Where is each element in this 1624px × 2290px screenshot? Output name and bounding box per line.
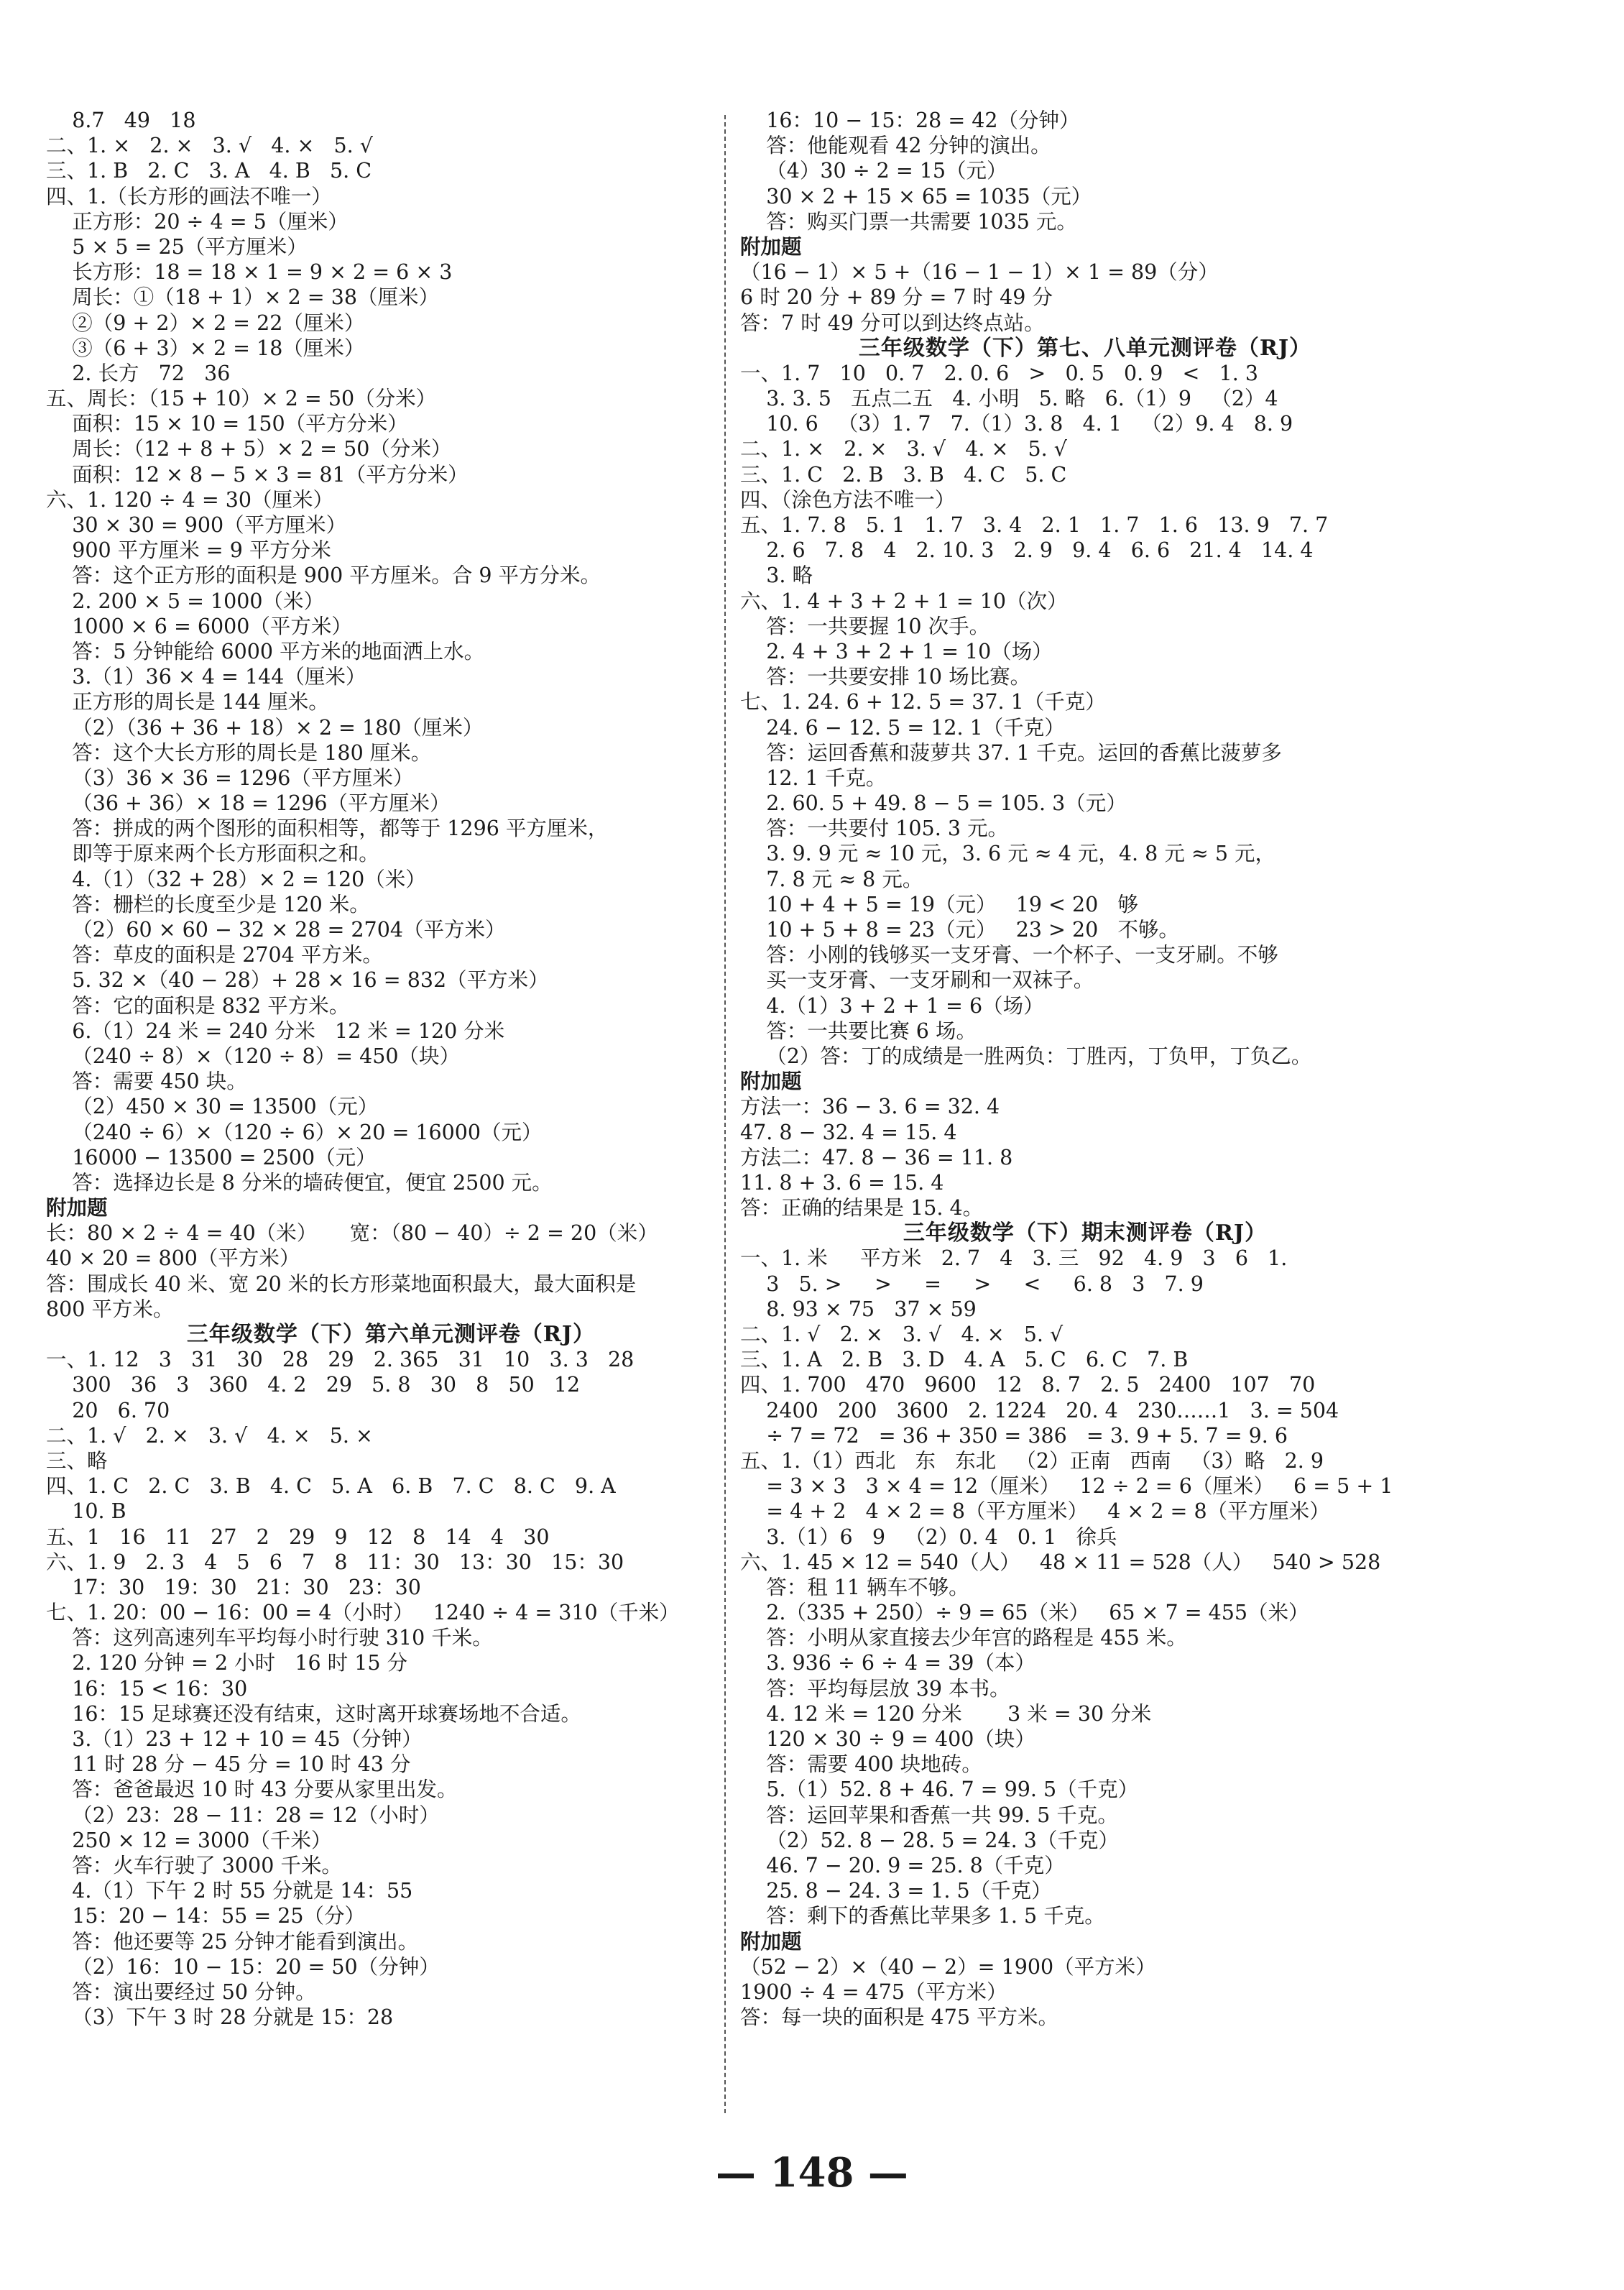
answer-line: 周长：（12 + 8 + 5）× 2 = 50（分米）: [46, 437, 452, 461]
answer-line: 3.（1）36 × 4 = 144（厘米）: [46, 665, 366, 689]
answer-line: 10 + 5 + 8 = 23（元） 23 > 20 不够。: [740, 918, 1179, 942]
answer-line: 3. 3. 5 五点二五 4. 小明 5. 略 6.（1）9 （2）4: [740, 387, 1278, 411]
answer-line: 47. 8 − 32. 4 = 15. 4: [740, 1120, 957, 1144]
answer-line: 16：10 − 15：28 = 42（分钟）: [740, 109, 1080, 132]
answer-line: 三、1. A 2. B 3. D 4. A 5. C 6. C 7. B: [740, 1348, 1189, 1372]
answer-line: 一、1. 米 平方米 2. 7 4 3. 三 92 4. 9 3 6 1.: [740, 1246, 1288, 1271]
answer-line: （2）答：丁的成绩是一胜两负：丁胜丙，丁负甲，丁负乙。: [740, 1044, 1312, 1068]
answer-line: 买一支牙膏、一支牙刷和一双袜子。: [740, 968, 1094, 993]
answer-line: 五、1.（1）西北 东 东北 （2）正南 西南 （3）略 2. 9: [740, 1448, 1324, 1473]
answer-line: 答：5 分钟能给 6000 平方米的地面洒上水。: [46, 639, 485, 663]
answer-line: 四、（涂色方法不唯一）: [740, 487, 956, 512]
answer-line: （3）36 × 36 = 1296（平方厘米）: [46, 765, 414, 790]
answer-line: 250 × 12 = 3000（千米）: [46, 1828, 332, 1852]
answer-line: 周长：①（18 + 1）× 2 = 38（厘米）: [46, 285, 439, 310]
answer-line: 三、1. C 2. B 3. B 4. C 5. C: [740, 462, 1067, 487]
answer-line: （4）30 ÷ 2 = 15（元）: [740, 159, 1007, 183]
answer-line: 2. 200 × 5 = 1000（米）: [46, 589, 325, 613]
answer-line: 方法一：36 − 3. 6 = 32. 4: [740, 1095, 1000, 1119]
answer-line: 四、1. 700 470 9600 12 8. 7 2. 5 2400 107 70: [740, 1373, 1316, 1397]
answer-line: 1900 ÷ 4 = 475（平方米）: [740, 1979, 1007, 2004]
answer-line: 面积：15 × 10 = 150（平方分米）: [46, 412, 408, 436]
answer-line: 三、1. B 2. C 3. A 4. B 5. C: [46, 159, 372, 183]
answer-line: 17：30 19：30 21：30 23：30: [46, 1575, 421, 1599]
answer-line: 答：这个大长方形的周长是 180 厘米。: [46, 740, 432, 765]
answer-line: 即等于原来两个长方形面积之和。: [46, 842, 379, 866]
bonus-heading: 附加题: [740, 1069, 802, 1094]
answer-line: 5. 32 ×（40 − 28）+ 28 × 16 = 832（平方米）: [46, 968, 549, 993]
answer-line: 长：80 × 2 ÷ 4 = 40（米） 宽：（80 − 40）÷ 2 = 20（米）: [46, 1221, 658, 1246]
answer-line: 六、1. 120 ÷ 4 = 30（厘米）: [46, 487, 334, 512]
answer-line: 答：需要 400 块地砖。: [740, 1752, 982, 1777]
answer-line: 一、1. 12 3 31 30 28 29 2. 365 31 10 3. 3 28: [46, 1348, 635, 1372]
answer-line: 16：15 < 16：30: [46, 1676, 248, 1701]
answer-line: 12. 1 千克。: [740, 765, 887, 790]
answer-line: （2）52. 8 − 28. 5 = 24. 3（千克）: [740, 1828, 1119, 1852]
answer-line: 答：小明从家直接去少年宫的路程是 455 米。: [740, 1626, 1187, 1650]
answer-line: 长方形：18 = 18 × 1 = 9 × 2 = 6 × 3: [46, 260, 453, 285]
answer-line: 3 5. > > = > < 6. 8 3 7. 9: [740, 1272, 1204, 1296]
answer-line: 答：拼成的两个图形的面积相等，都等于 1296 平方厘米，: [46, 817, 609, 841]
bonus-heading: 附加题: [46, 1195, 108, 1220]
answer-line: 10. B: [46, 1499, 126, 1524]
answer-line: 答：演出要经过 50 分钟。: [46, 1979, 316, 2004]
answer-line: （52 − 2）×（40 − 2）= 1900（平方米）: [740, 1954, 1156, 1979]
answer-line: 3. 略: [740, 564, 813, 588]
answer-line: 16000 − 13500 = 2500（元）: [46, 1145, 377, 1169]
answer-line: 答：一共要付 105. 3 元。: [740, 817, 1009, 841]
answer-line: 答：运回苹果和香蕉一共 99. 5 千克。: [740, 1803, 1118, 1827]
left-column: [46, 108, 736, 2030]
bonus-heading: 附加题: [740, 234, 802, 259]
answer-line: 6.（1）24 米 = 240 分米 12 米 = 120 分米: [46, 1018, 505, 1043]
answer-line: 10 + 4 + 5 = 19（元） 19 < 20 够: [740, 892, 1138, 916]
answer-line: （2）23：28 − 11：28 = 12（小时）: [46, 1803, 440, 1827]
answer-line: 答：正确的结果是 15. 4。: [740, 1196, 984, 1220]
answer-line: 答：一共要握 10 次手。: [740, 614, 990, 638]
answer-line: 答：平均每层放 39 本书。: [740, 1676, 1010, 1701]
answer-line: 3. 936 ÷ 6 ÷ 4 = 39（本）: [740, 1651, 1035, 1675]
answer-line: 120 × 30 ÷ 9 = 400（块）: [740, 1727, 1035, 1751]
answer-line: 答：草皮的面积是 2704 平方米。: [46, 943, 383, 967]
answer-line: 答：租 11 辆车不够。: [740, 1575, 969, 1599]
answer-line: 七、1. 20：00 − 16：00 = 4（小时） 1240 ÷ 4 = 310（千米）: [46, 1601, 680, 1625]
answer-line: 五、1 16 11 27 2 29 9 12 8 14 4 30: [46, 1525, 550, 1549]
answer-line: 六、1. 9 2. 3 4 5 6 7 8 11：30 13：30 15：30: [46, 1550, 624, 1574]
answer-line: 答：他还要等 25 分钟才能看到演出。: [46, 1929, 419, 1954]
answer-line: 答：栅栏的长度至少是 120 米。: [46, 892, 370, 916]
answer-line: 8. 93 × 75 37 × 59: [740, 1297, 977, 1321]
answer-line: 2. 长方 72 36: [46, 361, 231, 385]
answer-line: 答：7 时 49 分可以到达终点站。: [740, 311, 1045, 335]
answer-line: 答：一共要安排 10 场比赛。: [740, 665, 1031, 689]
answer-line: 3.（1）23 + 12 + 10 = 45（分钟）: [46, 1727, 423, 1751]
answer-line: 二、1. × 2. × 3. √ 4. × 5. √: [740, 437, 1067, 461]
answer-line: 4.（1）（32 + 28）× 2 = 120（米）: [46, 867, 426, 891]
section-title: 三年级数学（下）第六单元测评卷（RJ）: [186, 1322, 596, 1347]
answer-line: 答：他能观看 42 分钟的演出。: [740, 134, 1051, 158]
answer-line: 2400 200 3600 2. 1224 20. 4 230……1 3. = 504: [740, 1398, 1339, 1422]
answer-line: 2. 4 + 3 + 2 + 1 = 10（场）: [740, 639, 1053, 663]
answer-line: 答：围成长 40 米、宽 20 米的长方形菜地面积最大，最大面积是: [46, 1272, 637, 1296]
answer-line: 答：爸爸最迟 10 时 43 分要从家里出发。: [46, 1778, 458, 1802]
answer-line: （3）下午 3 时 28 分就是 15：28: [46, 2005, 394, 2030]
answer-line: 答：这个正方形的面积是 900 平方厘米。合 9 平方分米。: [46, 564, 601, 588]
answer-line: 20 6. 70: [46, 1398, 170, 1422]
answer-line: 答：小刚的钱够买一支牙膏、一个杯子、一支牙刷。不够: [740, 943, 1278, 967]
answer-line: 30 × 30 = 900（平方厘米）: [46, 513, 347, 537]
answer-line: 三、略: [46, 1448, 108, 1473]
answer-line: 答：运回香蕉和菠萝共 37. 1 千克。运回的香蕉比菠萝多: [740, 740, 1282, 765]
answer-line: 11 时 28 分 − 45 分 = 10 时 43 分: [46, 1752, 411, 1777]
answer-line: 4.（1）下午 2 时 55 分就是 14：55: [46, 1879, 413, 1903]
answer-line: 900 平方厘米 = 9 平方分米: [46, 538, 331, 563]
answer-line: 7. 8 元 ≈ 8 元。: [740, 867, 923, 891]
answer-line: 答：它的面积是 832 平方米。: [46, 993, 350, 1018]
answer-line: 四、1. C 2. C 3. B 4. C 5. A 6. B 7. C 8. C 9. A: [46, 1474, 616, 1499]
answer-line: 方法二：47. 8 − 36 = 11. 8: [740, 1145, 1013, 1169]
answer-line: ÷ 7 = 72 = 36 + 350 = 386 = 3. 9 + 5. 7 = 9. 6: [740, 1423, 1288, 1448]
answer-line: 16：15 足球赛还没有结束，这时离开球赛场地不合适。: [46, 1701, 581, 1726]
answer-line: 2. 120 分钟 = 2 小时 16 时 15 分: [46, 1651, 408, 1675]
answer-line: 七、1. 24. 6 + 12. 5 = 37. 1（千克）: [740, 690, 1106, 714]
answer-line: 2. 6 7. 8 4 2. 10. 3 2. 9 9. 4 6. 6 21. 4 14. 4: [740, 538, 1314, 563]
answer-line: 46. 7 − 20. 9 = 25. 8（千克）: [740, 1853, 1065, 1877]
page-number: — 148 —: [716, 2149, 908, 2197]
answer-line: 二、1. × 2. × 3. √ 4. × 5. √: [46, 134, 373, 158]
answer-line: 24. 6 − 12. 5 = 12. 1（千克）: [740, 715, 1065, 740]
answer-line: 15：20 − 14：55 = 25（分）: [46, 1904, 366, 1928]
answer-line: 五、周长：（15 + 10）× 2 = 50（分米）: [46, 387, 437, 411]
answer-line: （2）（36 + 36 + 18）× 2 = 180（厘米）: [46, 715, 484, 740]
answer-line: 8.7 49 18: [46, 109, 196, 132]
answer-line: 答：需要 450 块。: [46, 1070, 247, 1094]
answer-line: （36 + 36）× 18 = 1296（平方厘米）: [46, 791, 451, 816]
answer-line: 二、1. √ 2. × 3. √ 4. × 5. ×: [46, 1423, 373, 1448]
answer-line: = 4 + 2 4 × 2 = 8（平方厘米） 4 × 2 = 8（平方厘米）: [740, 1499, 1330, 1524]
answer-line: 答：剩下的香蕉比苹果多 1. 5 千克。: [740, 1904, 1105, 1928]
answer-line: 一、1. 7 10 0. 7 2. 0. 6 > 0. 5 0. 9 < 1. 3: [740, 361, 1259, 385]
answer-line: 二、1. √ 2. × 3. √ 4. × 5. √: [740, 1323, 1064, 1346]
answer-line: （2）16：10 − 15：20 = 50（分钟）: [46, 1954, 440, 1979]
answer-line: 3. 9. 9 元 ≈ 10 元，3. 6 元 ≈ 4 元，4. 8 元 ≈ 5 元，: [740, 842, 1276, 866]
right-column: [740, 108, 1430, 2030]
answer-line: 3.（1）6 9 （2）0. 4 0. 1 徐兵: [740, 1525, 1117, 1549]
answer-line: 40 × 20 = 800（平方米）: [46, 1246, 300, 1271]
section-title: 三年级数学（下）第七、八单元测评卷（RJ）: [858, 335, 1312, 361]
answer-line: 2.（335 + 250）÷ 9 = 65（米） 65 × 7 = 455（米）: [740, 1601, 1309, 1625]
answer-line: （2）60 × 60 − 32 × 28 = 2704（平方米）: [46, 918, 506, 942]
answer-line: 30 × 2 + 15 × 65 = 1035（元）: [740, 184, 1092, 208]
answer-line: 六、1. 4 + 3 + 2 + 1 = 10（次）: [740, 589, 1068, 613]
answer-line: 正方形的周长是 144 厘米。: [46, 690, 329, 714]
answer-line: ③（6 + 3）× 2 = 18（厘米）: [46, 336, 365, 360]
answer-line: 4.（1）3 + 2 + 1 = 6（场）: [740, 993, 1044, 1018]
bonus-heading: 附加题: [740, 1928, 802, 1954]
answer-line: = 3 × 3 3 × 4 = 12（厘米） 12 ÷ 2 = 6（厘米） 6 = 5 + 1: [740, 1474, 1393, 1499]
answer-line: （240 ÷ 8）×（120 ÷ 8）= 450（块）: [46, 1044, 461, 1068]
answer-line: 6 时 20 分 + 89 分 = 7 时 49 分: [740, 285, 1053, 310]
answer-line: 5 × 5 = 25（平方厘米）: [46, 234, 308, 259]
answer-line: 面积：12 × 8 − 5 × 3 = 81（平方分米）: [46, 462, 469, 487]
answer-line: 5.（1）52. 8 + 46. 7 = 99. 5（千克）: [740, 1778, 1139, 1802]
column-divider: [724, 115, 726, 2113]
answer-line: 4. 12 米 = 120 分米 3 米 = 30 分米: [740, 1701, 1152, 1726]
answer-line: （240 ÷ 6）×（120 ÷ 6）× 20 = 16000（元）: [46, 1120, 543, 1144]
answer-line: 答：购买门票一共需要 1035 元。: [740, 209, 1077, 234]
answer-line: 300 36 3 360 4. 2 29 5. 8 30 8 50 12: [46, 1373, 581, 1397]
answer-line: 2. 60. 5 + 49. 8 − 5 = 105. 3（元）: [740, 791, 1127, 816]
answer-line: 25. 8 − 24. 3 = 1. 5（千克）: [740, 1879, 1052, 1903]
answer-line: （16 − 1）× 5 +（16 − 1 − 1）× 1 = 89（分）: [740, 260, 1219, 285]
answer-line: 答：火车行驶了 3000 千米。: [46, 1853, 342, 1877]
answer-line: （2）450 × 30 = 13500（元）: [46, 1095, 379, 1119]
answer-line: 正方形：20 ÷ 4 = 5（厘米）: [46, 209, 349, 234]
answer-line: 11. 8 + 3. 6 = 15. 4: [740, 1170, 944, 1195]
answer-line: 答：一共要比赛 6 场。: [740, 1018, 977, 1043]
section-title: 三年级数学（下）期末测评卷（RJ）: [903, 1220, 1268, 1246]
answer-line: 四、1.（长方形的画法不唯一）: [46, 184, 332, 208]
answer-line: ②（9 + 2）× 2 = 22（厘米）: [46, 311, 365, 335]
answer-line: 1000 × 6 = 6000（平方米）: [46, 614, 352, 638]
answer-line: 答：这列高速列车平均每小时行驶 310 千米。: [46, 1626, 493, 1650]
answer-line: 答：选择边长是 8 分米的墙砖便宜，便宜 2500 元。: [46, 1170, 553, 1195]
answer-line: 10. 6 （3）1. 7 7.（1）3. 8 4. 1 （2）9. 4 8. 9: [740, 412, 1293, 436]
answer-line: 五、1. 7. 8 5. 1 1. 7 3. 4 2. 1 1. 7 1. 6 13. 9 7. 7: [740, 513, 1329, 537]
answer-line: 答：每一块的面积是 475 平方米。: [740, 2005, 1059, 2030]
answer-line: 800 平方米。: [46, 1297, 174, 1321]
answer-line: 六、1. 45 × 12 = 540（人） 48 × 11 = 528（人） 540 > 528: [740, 1550, 1381, 1574]
